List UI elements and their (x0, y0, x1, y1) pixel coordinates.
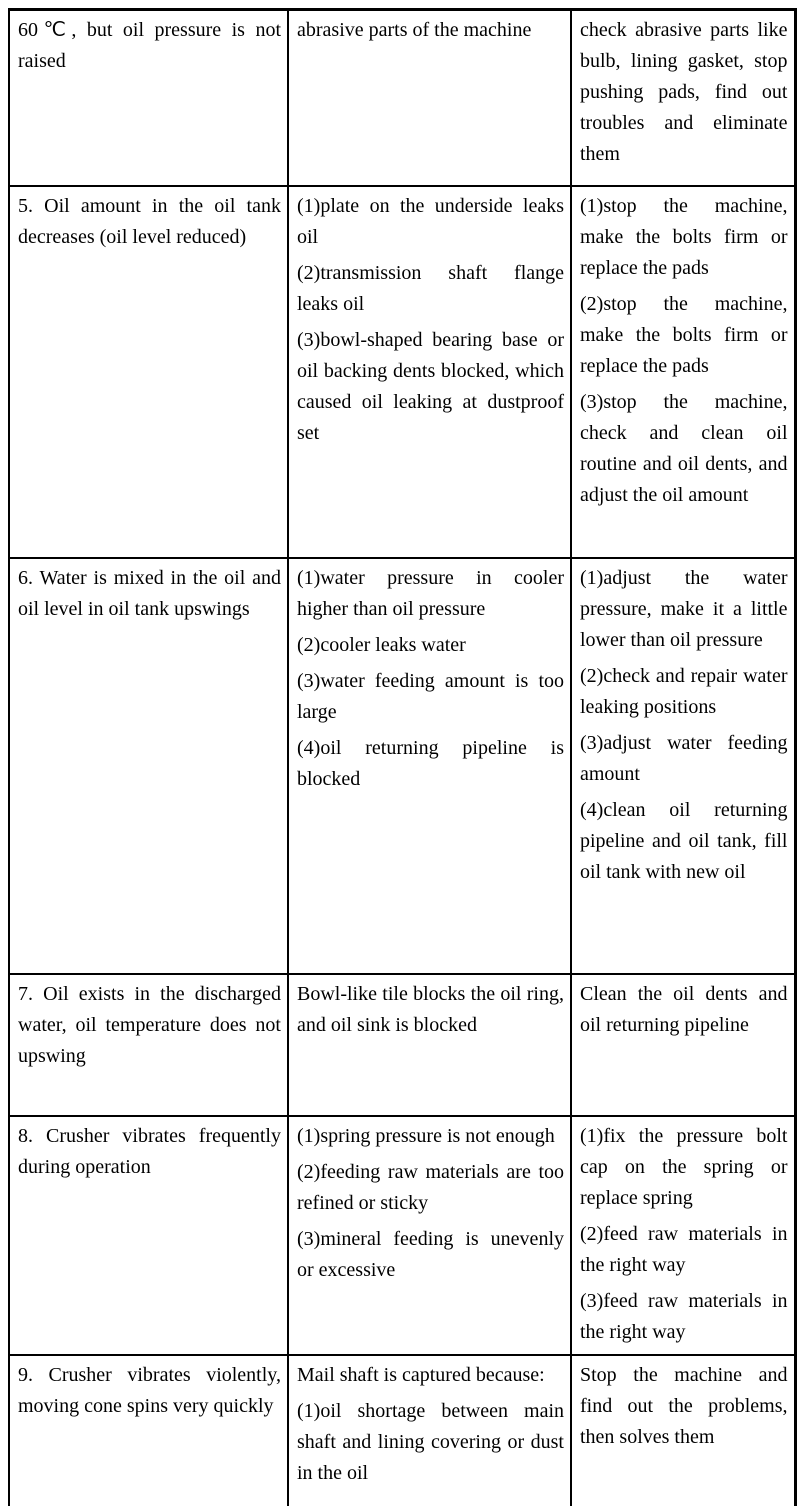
paragraph: (1)fix the pressure bolt cap on the spring or replace spring (580, 1125, 788, 1209)
cell-problem (9, 974, 288, 1116)
cell-cause (288, 558, 571, 974)
table-row (9, 1116, 795, 1355)
paragraph: 9. Crusher vibrates violently, moving cone spins very quickly (18, 1364, 281, 1417)
table-row (9, 1355, 795, 1506)
paragraph: (1)stop the machine, make the bolts firm or replace the pads (580, 195, 788, 279)
paragraph: 8. Crusher vibrates frequently during operation (18, 1125, 281, 1178)
cell-cause (288, 1116, 571, 1355)
paragraph: 7. Oil exists in the discharged water, oil temperature does not upswing (18, 983, 281, 1067)
paragraph: (1)plate on the underside leaks oil (297, 195, 564, 248)
cell-solution (571, 1116, 795, 1355)
cell-cause (288, 1355, 571, 1506)
paragraph: check abrasive parts like bulb, lining gasket, stop pushing pads, find out troubles and eliminate them (580, 19, 788, 165)
paragraph: (3)adjust water feeding amount (580, 732, 788, 785)
paragraph: (1)adjust the water pressure, make it a little lower than oil pressure (580, 567, 788, 651)
cell-cause (288, 974, 571, 1116)
table-row (9, 10, 795, 187)
cell-solution (571, 558, 795, 974)
paragraph: (3)mineral feeding is unevenly or excessive (297, 1228, 564, 1281)
table-row (9, 974, 795, 1116)
cell-problem (9, 1355, 288, 1506)
table-row (9, 558, 795, 974)
paragraph: (3)bowl-shaped bearing base or oil backing dents blocked, which caused oil leaking at dustproof set (297, 329, 564, 444)
paragraph: (2)transmission shaft flange leaks oil (297, 262, 564, 315)
paragraph: (2)feed raw materials in the right way (580, 1223, 788, 1276)
cell-problem (9, 558, 288, 974)
cell-cause (288, 186, 571, 558)
paragraph: (4)clean oil returning pipeline and oil tank, fill oil tank with new oil (580, 799, 788, 883)
paragraph: (2)feeding raw materials are too refined or sticky (297, 1161, 564, 1214)
paragraph: 6. Water is mixed in the oil and oil level in oil tank upswings (18, 567, 281, 620)
cell-cause (288, 10, 571, 187)
paragraph: (2)stop the machine, make the bolts firm or replace the pads (580, 293, 788, 377)
paragraph: Bowl-like tile blocks the oil ring, and oil sink is blocked (297, 983, 564, 1036)
paragraph: Mail shaft is captured because: (297, 1364, 545, 1386)
troubleshooting-table (8, 8, 797, 1506)
paragraph: 5. Oil amount in the oil tank decreases (oil level reduced) (18, 195, 281, 248)
paragraph: Clean the oil dents and oil returning pipeline (580, 983, 788, 1036)
paragraph: (3)water feeding amount is too large (297, 670, 564, 723)
paragraph: (3)feed raw materials in the right way (580, 1290, 788, 1343)
cell-problem (9, 1116, 288, 1355)
cell-solution (571, 974, 795, 1116)
cell-problem (9, 186, 288, 558)
paragraph: Stop the machine and find out the problems, then solves them (580, 1364, 788, 1448)
paragraph: abrasive parts of the machine (297, 19, 532, 41)
table-row (9, 186, 795, 558)
cell-problem (9, 10, 288, 187)
cell-solution (571, 1355, 795, 1506)
paragraph: (4)oil returning pipeline is blocked (297, 737, 564, 790)
paragraph: (1)spring pressure is not enough (297, 1125, 555, 1147)
paragraph: 60℃, but oil pressure is not raised (18, 19, 281, 72)
paragraph: (2)cooler leaks water (297, 634, 466, 656)
paragraph: (1)oil shortage between main shaft and lining covering or dust in the oil (297, 1400, 564, 1484)
paragraph: (1)water pressure in cooler higher than oil pressure (297, 567, 564, 620)
paragraph: (3)stop the machine, check and clean oil routine and oil dents, and adjust the oil amount (580, 391, 788, 506)
cell-solution (571, 186, 795, 558)
paragraph: (2)check and repair water leaking positions (580, 665, 788, 718)
cell-solution (571, 10, 795, 187)
